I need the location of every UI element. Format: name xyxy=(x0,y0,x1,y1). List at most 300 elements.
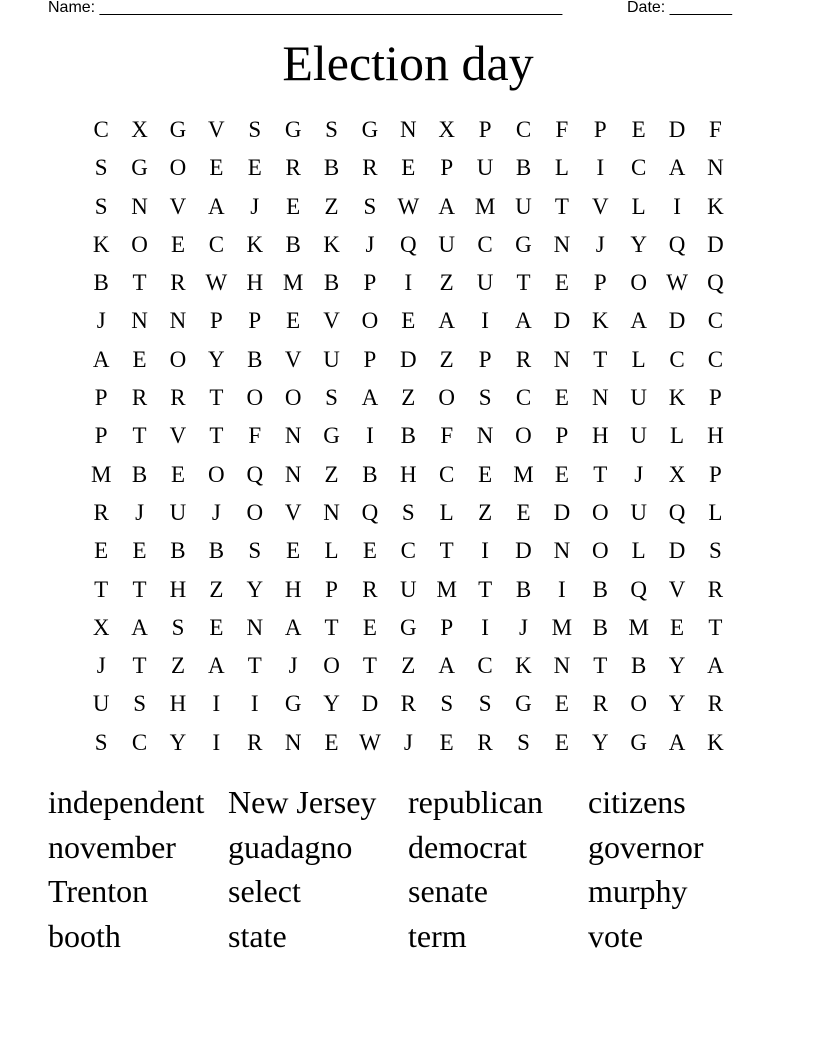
grid-letter: J xyxy=(288,653,298,679)
grid-letter: P xyxy=(209,308,223,334)
word-bank-item: senate xyxy=(408,873,488,910)
grid-letter: Y xyxy=(169,729,187,755)
grid-letter: Z xyxy=(401,653,416,679)
grid-letter: I xyxy=(481,308,489,334)
grid-letter: M xyxy=(551,614,573,640)
grid-letter: Y xyxy=(668,691,686,717)
grid-letter: G xyxy=(323,423,340,449)
grid-letter: L xyxy=(554,155,569,181)
grid-letter: G xyxy=(400,614,417,640)
grid-letter: M xyxy=(628,614,649,640)
grid-letter: H xyxy=(246,270,264,296)
grid-letter: G xyxy=(169,117,187,142)
grid-letter: D xyxy=(668,117,686,142)
grid-letter: T xyxy=(593,461,608,487)
grid-letter: B xyxy=(208,538,225,564)
word-bank-item: New Jersey xyxy=(228,784,377,820)
grid-letter: J xyxy=(96,653,106,679)
word-bank-item: Trenton xyxy=(48,873,149,910)
grid-letter: V xyxy=(591,193,609,219)
grid-letter: D xyxy=(553,499,571,525)
grid-letter: C xyxy=(477,231,493,257)
grid-letter: L xyxy=(708,499,723,525)
grid-letter: N xyxy=(553,346,571,372)
grid-letter: I xyxy=(250,691,259,717)
grid-letter: O xyxy=(361,308,379,334)
grid-letter: Q xyxy=(630,576,647,602)
grid-letter: U xyxy=(92,691,110,717)
grid-letter: X xyxy=(668,461,686,487)
grid-letter: D xyxy=(707,231,724,257)
grid-letter: F xyxy=(555,117,569,142)
grid-letter: W xyxy=(205,270,228,296)
grid-letter: R xyxy=(477,729,493,755)
grid-letter: N xyxy=(553,653,571,679)
grid-letter: B xyxy=(170,538,186,564)
grid-letter: N xyxy=(323,499,340,525)
grid-letter: T xyxy=(439,538,454,564)
grid-letter: A xyxy=(707,653,724,679)
grid-letter: F xyxy=(248,423,262,449)
grid-letter: R xyxy=(515,346,532,372)
grid-letter: R xyxy=(362,576,378,602)
grid-letter: A xyxy=(208,653,225,679)
grid-letter: E xyxy=(209,155,224,181)
grid-letter: E xyxy=(362,614,377,640)
grid-letter: R xyxy=(247,729,263,755)
word-bank-item: murphy xyxy=(588,873,688,910)
word-bank-item: state xyxy=(228,918,287,955)
grid-letter: D xyxy=(361,691,379,717)
grid-letter: C xyxy=(93,117,109,142)
grid-letter: Z xyxy=(209,576,224,602)
grid-letter: B xyxy=(131,461,148,487)
grid-letter: E xyxy=(478,461,493,487)
grid-letter: T xyxy=(593,653,608,679)
grid-letter: T xyxy=(132,423,147,449)
grid-letter: N xyxy=(476,423,494,449)
grid-letter: J xyxy=(135,499,145,525)
grid-letter: Y xyxy=(668,653,686,679)
grid-letter: V xyxy=(169,193,187,219)
grid-letter: D xyxy=(553,308,571,334)
word-bank-item: independent xyxy=(48,784,205,820)
grid-letter: E xyxy=(286,538,301,564)
grid-letter: Q xyxy=(400,231,417,257)
grid-letter: C xyxy=(439,461,455,487)
grid-letter: R xyxy=(93,499,109,525)
grid-letter: S xyxy=(478,385,492,411)
grid-letter: B xyxy=(362,461,378,487)
grid-letter: C xyxy=(515,385,532,411)
grid-letter: Z xyxy=(170,653,185,679)
grid-letter: I xyxy=(596,155,605,181)
grid-letter: E xyxy=(554,691,569,717)
grid-letter: E xyxy=(170,461,185,487)
grid-letter: Z xyxy=(324,461,339,487)
grid-letter: P xyxy=(709,461,722,487)
grid-letter: P xyxy=(248,308,262,334)
grid-letter: S xyxy=(401,499,415,525)
grid-letter: J xyxy=(595,231,605,257)
grid-letter: B xyxy=(93,270,109,296)
grid-letter: E xyxy=(516,499,531,525)
grid-letter: N xyxy=(553,538,571,564)
grid-letter: D xyxy=(400,346,417,372)
grid-letter: K xyxy=(591,308,609,334)
grid-letter: T xyxy=(209,385,224,411)
page-title: Election day xyxy=(282,35,534,91)
grid-letter: O xyxy=(169,155,187,181)
grid-letter: V xyxy=(284,499,302,525)
grid-letter: J xyxy=(365,231,375,257)
grid-letter: B xyxy=(400,423,416,449)
grid-letter: T xyxy=(247,653,262,679)
grid-letter: U xyxy=(169,499,187,525)
grid-letter: H xyxy=(591,423,609,449)
grid-letter: I xyxy=(558,576,566,602)
grid-letter: A xyxy=(438,193,456,219)
grid-letter: E xyxy=(286,193,301,219)
grid-letter: P xyxy=(709,385,722,411)
grid-letter: N xyxy=(553,231,571,257)
grid-letter: E xyxy=(554,270,569,296)
grid-letter: C xyxy=(131,729,148,755)
grid-letter: P xyxy=(325,576,338,602)
grid-letter: S xyxy=(325,385,338,411)
grid-letter: E xyxy=(247,155,262,181)
grid-letter: D xyxy=(668,538,686,564)
grid-letter: U xyxy=(630,385,647,411)
word-bank-item: guadagno xyxy=(228,828,353,865)
grid-letter: O xyxy=(246,499,264,525)
grid-letter: T xyxy=(554,193,569,219)
grid-letter: C xyxy=(707,308,724,334)
grid-letter: T xyxy=(132,653,147,679)
grid-letter: U xyxy=(323,346,340,372)
grid-letter: K xyxy=(92,231,110,257)
word-bank-item: citizens xyxy=(588,784,686,820)
grid-letter: Y xyxy=(323,691,340,717)
grid-letter: B xyxy=(630,653,647,679)
grid-letter: S xyxy=(133,691,146,717)
grid-letter: N xyxy=(707,155,724,181)
grid-letter: S xyxy=(94,155,108,181)
grid-letter: O xyxy=(630,691,647,717)
grid-letter: R xyxy=(707,691,724,717)
grid-letter: K xyxy=(323,231,340,257)
grid-letter: B xyxy=(592,614,608,640)
grid-letter: P xyxy=(478,346,492,372)
grid-letter: G xyxy=(515,691,532,717)
grid-letter: M xyxy=(436,576,457,602)
grid-letter: U xyxy=(438,231,456,257)
grid-letter: U xyxy=(515,193,532,219)
grid-letter: A xyxy=(630,308,647,334)
grid-letter: A xyxy=(515,308,532,334)
grid-letter: K xyxy=(707,193,724,219)
grid-letter: Q xyxy=(668,231,686,257)
grid-letter: V xyxy=(169,423,187,449)
grid-letter: H xyxy=(284,576,302,602)
word-bank-item: select xyxy=(228,873,301,910)
grid-letter: C xyxy=(515,117,532,142)
grid-letter: H xyxy=(169,691,187,717)
word-bank-item: booth xyxy=(48,918,121,955)
grid-letter: T xyxy=(362,653,377,679)
grid-letter: Q xyxy=(707,270,724,296)
grid-letter: O xyxy=(169,346,187,372)
grid-letter: K xyxy=(707,729,724,755)
grid-letter: G xyxy=(361,117,379,142)
grid-letter: E xyxy=(554,729,569,755)
grid-letter: L xyxy=(631,193,646,219)
grid-letter: S xyxy=(517,729,530,755)
grid-letter: G xyxy=(131,155,148,181)
grid-letter: C xyxy=(477,653,493,679)
grid-letter: P xyxy=(555,423,569,449)
grid-letter: C xyxy=(669,346,685,372)
grid-letter: Q xyxy=(668,499,686,525)
grid-letter: N xyxy=(284,423,302,449)
grid-letter: S xyxy=(363,193,377,219)
word-search-grid xyxy=(82,111,735,762)
grid-letter: E xyxy=(94,538,109,564)
grid-letter: E xyxy=(170,231,185,257)
grid-letter: P xyxy=(593,117,607,142)
grid-letter: A xyxy=(92,346,110,372)
grid-letter: H xyxy=(707,423,724,449)
grid-letter: X xyxy=(438,117,456,142)
grid-letter: H xyxy=(400,461,417,487)
grid-letter: A xyxy=(438,308,456,334)
grid-letter: P xyxy=(94,423,108,449)
grid-letter: C xyxy=(400,538,416,564)
grid-letter: E xyxy=(554,385,569,411)
grid-letter: P xyxy=(94,385,108,411)
grid-letter: J xyxy=(96,308,106,334)
grid-letter: E xyxy=(132,538,147,564)
grid-letter: G xyxy=(630,729,647,755)
grid-letter: K xyxy=(246,231,264,257)
grid-letter: I xyxy=(212,691,221,717)
grid-letter: U xyxy=(400,576,417,602)
grid-letter: W xyxy=(359,729,381,755)
grid-letter: U xyxy=(476,155,494,181)
grid-letter: T xyxy=(132,270,147,296)
grid-letter: O xyxy=(630,270,647,296)
grid-letter: Y xyxy=(630,231,647,257)
grid-letter: A xyxy=(284,614,302,640)
grid-letter: I xyxy=(481,614,489,640)
grid-letter: Y xyxy=(208,346,225,372)
grid-letter: K xyxy=(668,385,686,411)
grid-letter: T xyxy=(209,423,224,449)
grid-letter: T xyxy=(132,576,147,602)
word-bank-item: democrat xyxy=(408,828,528,865)
grid-letter: E xyxy=(362,538,377,564)
grid-letter: R xyxy=(131,385,148,411)
grid-letter: C xyxy=(208,231,225,257)
grid-letter: J xyxy=(250,193,260,219)
grid-letter: L xyxy=(439,499,454,525)
grid-letter: A xyxy=(208,193,225,219)
grid-letter: M xyxy=(513,461,534,487)
grid-letter: Z xyxy=(401,385,416,411)
word-bank xyxy=(48,780,768,959)
grid-letter: W xyxy=(397,193,420,219)
grid-letter: N xyxy=(169,308,187,334)
grid-letter: E xyxy=(132,346,147,372)
grid-letter: O xyxy=(515,423,532,449)
grid-letter: B xyxy=(515,576,532,602)
grid-letter: V xyxy=(323,308,340,334)
grid-letter: F xyxy=(709,117,722,142)
grid-letter: M xyxy=(282,270,304,296)
grid-letter: O xyxy=(591,538,609,564)
grid-letter: R xyxy=(170,270,186,296)
grid-letter: U xyxy=(476,270,494,296)
grid-letter: K xyxy=(515,653,532,679)
grid-letter: L xyxy=(670,423,685,449)
grid-letter: C xyxy=(630,155,647,181)
grid-letter: N xyxy=(284,461,302,487)
grid-letter: E xyxy=(631,117,646,142)
grid-letter: N xyxy=(131,308,148,334)
grid-letter: U xyxy=(630,499,647,525)
grid-letter: E xyxy=(209,614,224,640)
word-bank-item: november xyxy=(48,828,176,865)
grid-letter: O xyxy=(246,385,264,411)
grid-letter: I xyxy=(212,729,221,755)
grid-letter: P xyxy=(478,117,492,142)
grid-letter: O xyxy=(131,231,148,257)
grid-letter: Z xyxy=(324,193,339,219)
grid-letter: G xyxy=(515,231,532,257)
grid-letter: S xyxy=(440,691,454,717)
grid-letter: G xyxy=(284,117,302,142)
grid-letter: M xyxy=(474,193,496,219)
grid-letter: X xyxy=(131,117,148,142)
grid-letter: Q xyxy=(361,499,379,525)
grid-letter: B xyxy=(592,576,608,602)
grid-letter: B xyxy=(323,155,340,181)
grid-letter: N xyxy=(246,614,264,640)
grid-letter: O xyxy=(284,385,302,411)
grid-letter: E xyxy=(670,614,685,640)
grid-letter: E xyxy=(439,729,454,755)
grid-letter: A xyxy=(131,614,148,640)
grid-letter: B xyxy=(515,155,532,181)
grid-letter: A xyxy=(668,155,686,181)
grid-letter: X xyxy=(92,614,110,640)
grid-letter: E xyxy=(401,155,416,181)
grid-letter: R xyxy=(285,155,301,181)
grid-letter: A xyxy=(361,385,379,411)
grid-letter: L xyxy=(631,538,646,564)
grid-letter: U xyxy=(630,423,647,449)
grid-letter: P xyxy=(440,614,454,640)
grid-letter: R xyxy=(170,385,186,411)
grid-letter: T xyxy=(94,576,109,602)
date-field: Date: _______ xyxy=(627,0,732,16)
grid-letter: J xyxy=(634,461,644,487)
grid-letter: E xyxy=(401,308,416,334)
grid-letter: S xyxy=(478,691,492,717)
grid-letter: S xyxy=(325,117,338,142)
grid-letter: G xyxy=(284,691,302,717)
grid-letter: E xyxy=(286,308,301,334)
grid-letter: O xyxy=(208,461,225,487)
grid-letter: J xyxy=(403,729,413,755)
grid-letter: B xyxy=(285,231,301,257)
grid-letter: T xyxy=(324,614,339,640)
grid-letter: D xyxy=(515,538,532,564)
grid-letter: Z xyxy=(478,499,493,525)
grid-letter: Z xyxy=(439,270,454,296)
grid-letter: S xyxy=(248,117,262,142)
grid-letter: I xyxy=(673,193,681,219)
word-bank-item: governor xyxy=(588,828,704,865)
grid-letter: R xyxy=(592,691,608,717)
grid-letter: I xyxy=(366,423,374,449)
grid-letter: P xyxy=(593,270,607,296)
word-bank-item: term xyxy=(408,918,467,955)
grid-letter: T xyxy=(478,576,493,602)
grid-letter: R xyxy=(400,691,416,717)
grid-letter: N xyxy=(400,117,417,142)
grid-letter: S xyxy=(94,193,108,219)
grid-letter: M xyxy=(90,461,112,487)
grid-letter: R xyxy=(362,155,378,181)
grid-letter: J xyxy=(211,499,221,525)
grid-letter: T xyxy=(708,614,723,640)
grid-letter: F xyxy=(440,423,454,449)
grid-letter: W xyxy=(666,270,688,296)
grid-letter: L xyxy=(631,346,646,372)
grid-letter: N xyxy=(284,729,302,755)
grid-letter: A xyxy=(668,729,686,755)
grid-letter: L xyxy=(324,538,339,564)
grid-letter: C xyxy=(707,346,724,372)
grid-letter: Y xyxy=(246,576,264,602)
grid-letter: A xyxy=(438,653,456,679)
name-field: Name: ____________________________________________________ xyxy=(48,0,563,16)
grid-letter: B xyxy=(323,270,340,296)
grid-letter: E xyxy=(554,461,569,487)
grid-letter: V xyxy=(284,346,302,372)
grid-letter: Z xyxy=(439,346,454,372)
grid-letter: J xyxy=(519,614,528,640)
grid-letter: V xyxy=(208,117,225,142)
word-bank-item: republican xyxy=(408,784,544,820)
grid-letter: N xyxy=(591,385,609,411)
grid-letter: E xyxy=(324,729,339,755)
grid-letter: P xyxy=(363,346,377,372)
grid-letter: Q xyxy=(246,461,264,487)
grid-letter: I xyxy=(404,270,413,296)
grid-letter: H xyxy=(169,576,187,602)
grid-letter: O xyxy=(591,499,609,525)
grid-letter: V xyxy=(668,576,686,602)
grid-letter: I xyxy=(481,538,489,564)
grid-letter: D xyxy=(668,308,686,334)
grid-letter: N xyxy=(131,193,148,219)
grid-letter: T xyxy=(516,270,531,296)
grid-letter: S xyxy=(171,614,185,640)
grid-letter: P xyxy=(440,155,454,181)
grid-letter: T xyxy=(593,346,608,372)
